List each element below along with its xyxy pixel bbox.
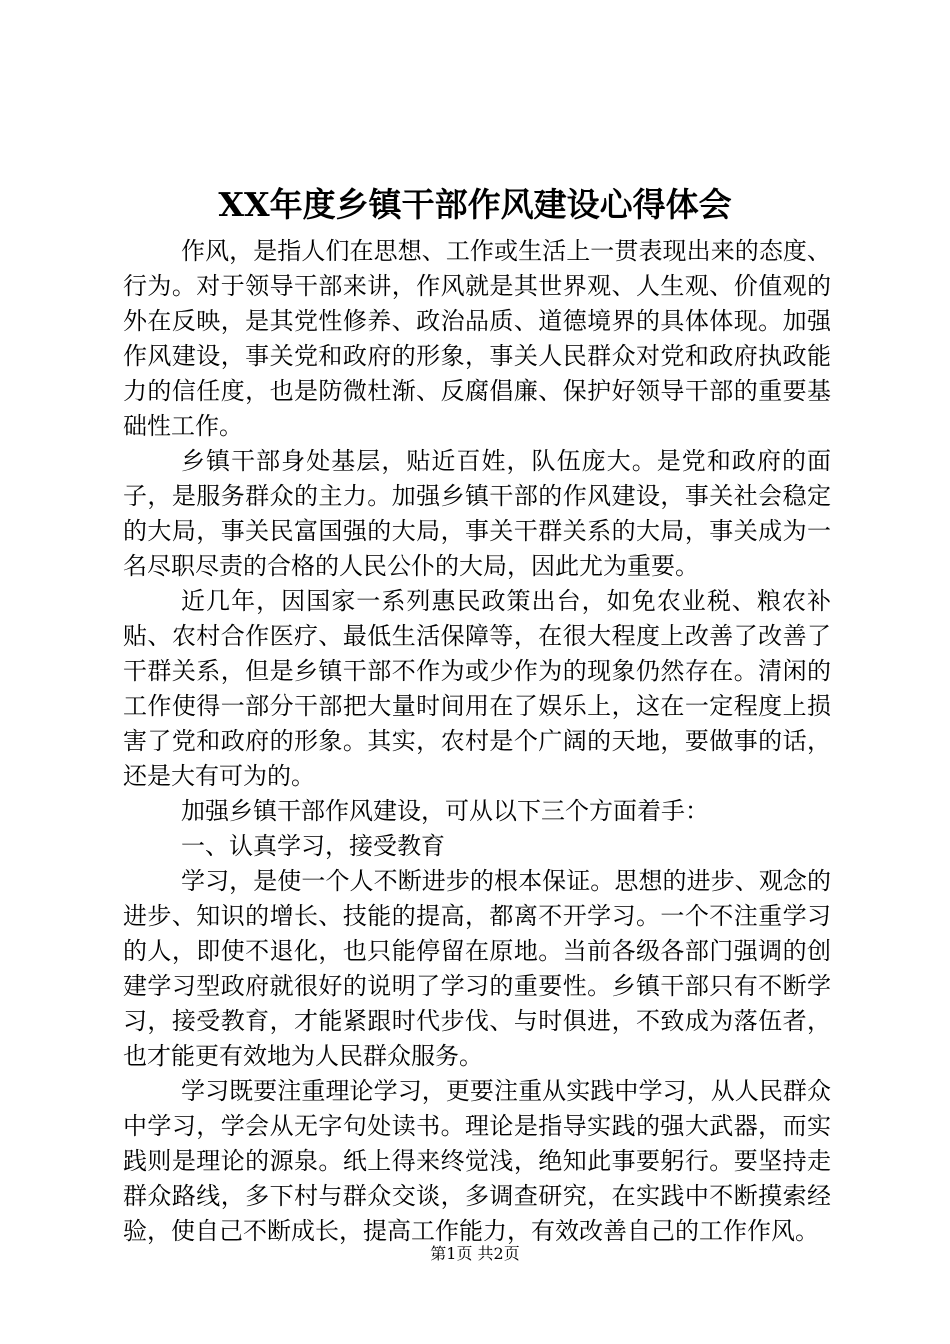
document-title: XX年度乡镇干部作风建设心得体会 [218, 185, 732, 224]
document-body [123, 234, 831, 1249]
page-footer: 第1页 共2页 [430, 1244, 520, 1263]
paragraph-2: 乡镇干部身处基层，贴近百姓，队伍庞大。是党和政府的面子，是服务群众的主力。加强乡镇干部的作风建设，事关社会稳定的大局，事关民富国强的大局，事关干群关系的大局，事关成为一名尽职尽责的合格的人民公仆的大局，因此尤为重要。 [123, 447, 831, 580]
paragraph-6: 学习既要注重理论学习，更要注重从实践中学习，从人民群众中学习，学会从无字句处读书。理论是指导实践的强大武器，而实践则是理论的源泉。纸上得来终觉浅，绝知此事要躬行。要坚持走群众路线，多下村与群众交谈，多调查研究，在实践中不断摸索经验，使自己不断成长，提高工作能力，有效改善自己的工作作风。 [123, 1077, 831, 1245]
paragraph-1: 作风，是指人们在思想、工作或生活上一贯表现出来的态度、行为。对于领导干部来讲，作风就是其世界观、人生观、价值观的外在反映，是其党性修养、政治品质、道德境界的具体体现。加强作风建设，事关党和政府的形象，事关人民群众对党和政府执政能力的信任度，也是防微杜渐、反腐倡廉、保护好领导干部的重要基础性工作。 [123, 237, 831, 440]
paragraph-5: 学习，是使一个人不断进步的根本保证。思想的进步、观念的进步、知识的增长、技能的提高，都离不开学习。一个不注重学习的人，即使不退化，也只能停留在原地。当前各级各部门强调的创建学习型政府就很好的说明了学习的重要性。乡镇干部只有不断学习，接受教育，才能紧跟时代步伐、与时俱进，不致成为落伍者，也才能更有效地为人民群众服务。 [123, 867, 831, 1070]
section-heading-1: 一、认真学习，接受教育 [181, 832, 445, 860]
paragraph-4: 加强乡镇干部作风建设，可从以下三个方面着手： [181, 797, 709, 825]
paragraph-3: 近几年，因国家一系列惠民政策出台，如免农业税、粮农补贴、农村合作医疗、最低生活保障等，在很大程度上改善了改善了干群关系，但是乡镇干部不作为或少作为的现象仍然存在。清闲的工作使得一部分干部把大量时间用在了娱乐上，这在一定程度上损害了党和政府的形象。其实，农村是个广阔的天地，要做事的话，还是大有可为的。 [123, 587, 831, 790]
